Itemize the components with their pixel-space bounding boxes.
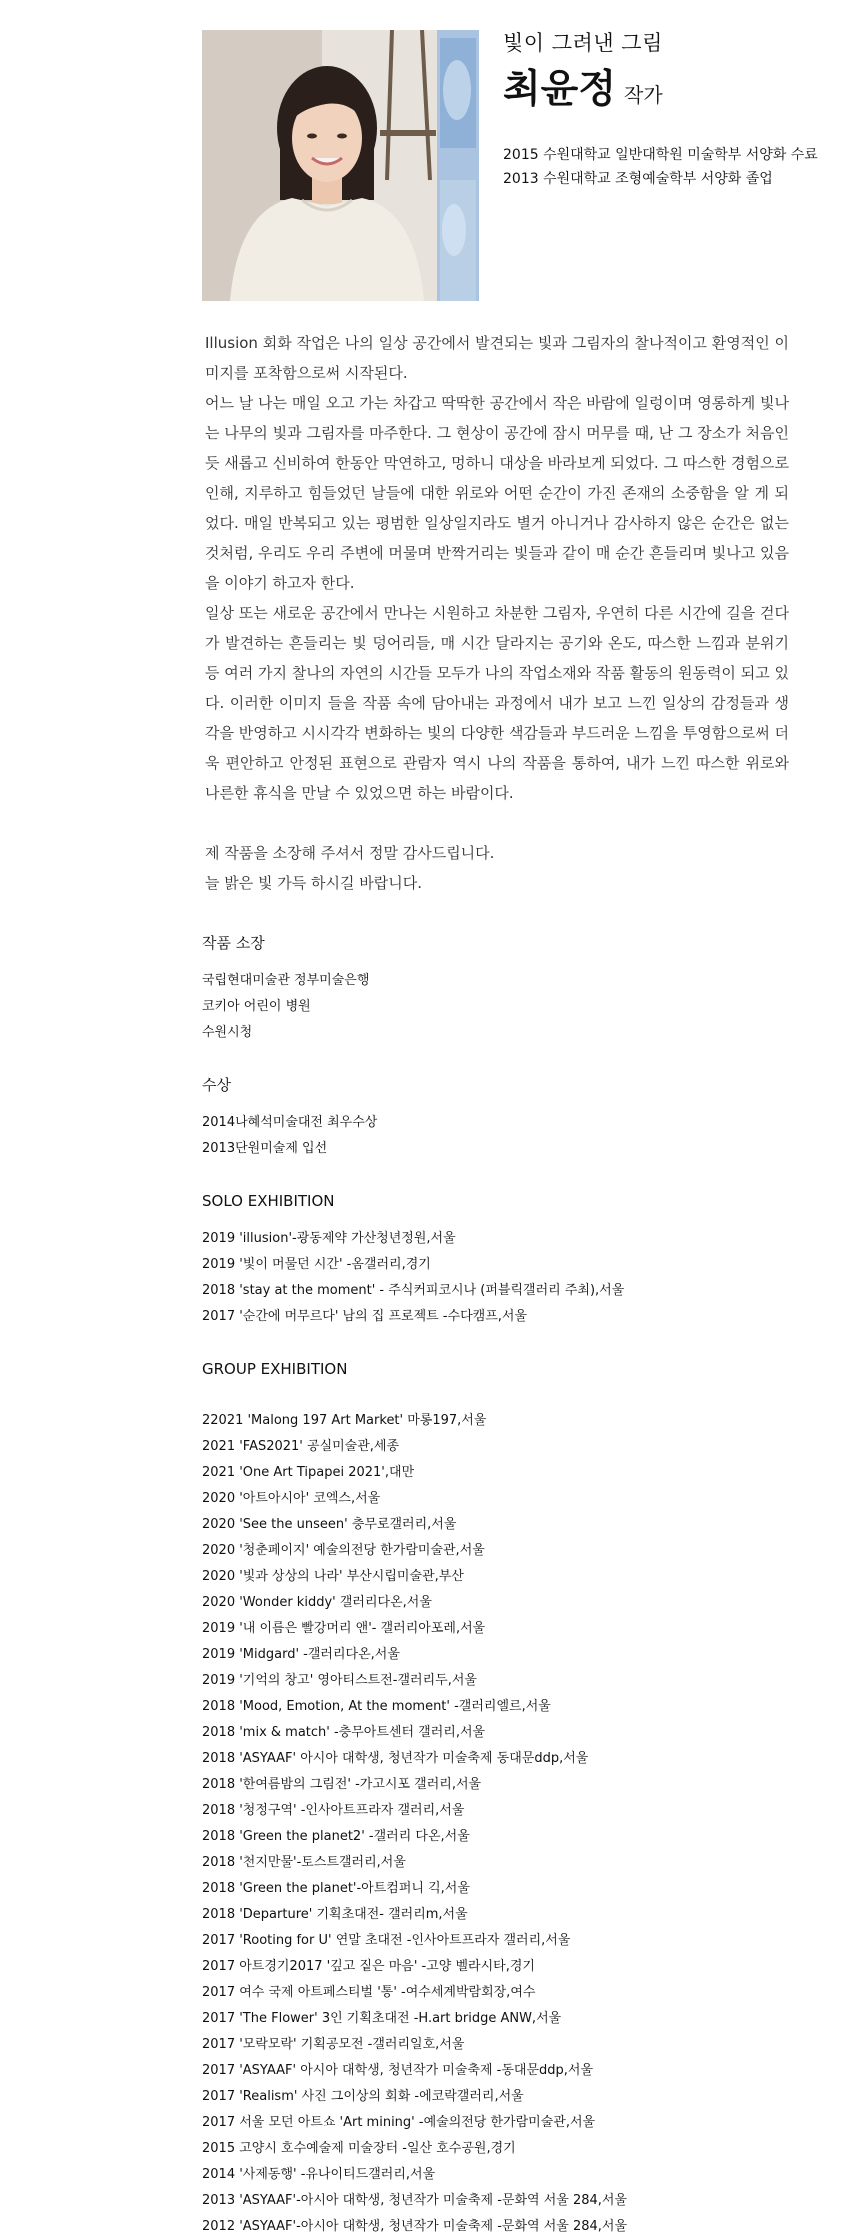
list-item: 2020 '청춘페이지' 예술의전당 한가람미술관,서울 (202, 1543, 485, 1558)
list-item: 2017 '모락모락' 기획공모전 -갤러리일호,서울 (202, 2037, 465, 2052)
list-item: 22021 'Malong 197 Art Market' 마롱197,서울 (202, 1413, 487, 1428)
artist-portrait (202, 30, 479, 301)
collection-section (202, 928, 842, 1046)
list-item: 2017 'ASYAAF' 아시아 대학생, 청년작가 미술축제 -동대문ddp,서울 (202, 2063, 594, 2078)
list-item: 2019 'Midgard' -갤러리다온,서울 (202, 1647, 400, 1662)
list-item: 2018 '한여름밤의 그림전' -가고시포 갤러리,서울 (202, 1777, 482, 1792)
list-item: 2018 'Departure' 기획초대전- 갤러리m,서울 (202, 1907, 468, 1922)
list-item: 2018 'Green the planet'-아트컴퍼니 긱,서울 (202, 1881, 470, 1896)
artist-name-row (503, 66, 843, 121)
list-item: 2017 '순간에 머무르다' 남의 집 프로젝트 -수다캠프,서울 (202, 1309, 528, 1324)
list-item: 2014 '사제동행' -유나이티드갤러리,서울 (202, 2167, 436, 2182)
artist-title-suffix: 작가 (624, 83, 663, 107)
section-title: 수상 (202, 1076, 231, 1094)
statement-paragraph: Illusion 회화 작업은 나의 일상 공간에서 발견되는 빛과 그림자의 찰나적이고 환영적인 이미지를 포착함으로써 시작된다. (205, 334, 789, 382)
statement-paragraph: 어느 날 나는 매일 오고 가는 차갑고 딱딱한 공간에서 작은 바람에 일렁이며 영롱하게 빛나는 나무의 빛과 그림자를 마주한다. 그 현상이 공간에 잠시 머무를 때, 난 그 장소가 처음인 듯 새롭고 신비하여 한동안 막연하고, 멍하니 대상을 바라보게 되었다. 그 따스한 경험으로 인해, 지루하고 힘들었던 날들에 대한 위로와 어떤 순간이 가진 존재의 소중함을 알 게 되었다. 매일 반복되고 있는 평범한 일상일지라도 별거 아니거나 감사하지 않은 순간은 없는 것처럼, 우리도 우리 주변에 머물며 반짝거리는 빛들과 같이 매 순간 흔들리며 빛나고 있음을 이야기 하고자 한다. (205, 394, 789, 592)
list-item: 2020 '빛과 상상의 나라' 부산시립미술관,부산 (202, 1569, 464, 1584)
artist-name: 최윤정 (503, 67, 617, 112)
list-item: 2017 서울 모던 아트쇼 'Art mining' -예술의전당 한가람미술관,서울 (202, 2115, 596, 2130)
list-item: 2018 '청정구역' -인사아트프라자 갤러리,서울 (202, 1803, 465, 1818)
solo-exhibition-section (202, 1186, 842, 1330)
list-item: 2017 여수 국제 아트페스티벌 '통' -여수세계박람회장,여수 (202, 1985, 536, 2000)
list-item: 2015 고양시 호수예술제 미술장터 -일산 호수공원,경기 (202, 2141, 516, 2156)
list-item: 2017 'Rooting for U' 연말 초대전 -인사아트프라자 갤러리,서울 (202, 1933, 571, 1948)
list-item: 2014나혜석미술대전 최우수상 (202, 1115, 378, 1130)
list-item: 2018 'Mood, Emotion, At the moment' -갤러리엘르,서울 (202, 1699, 551, 1714)
list-item: 2013 'ASYAAF'-아시아 대학생, 청년작가 미술축제 -문화역 서울 284,서울 (202, 2193, 628, 2208)
thanks-line: 늘 밝은 빛 가득 하시길 바랍니다. (205, 874, 422, 892)
list-item: 2020 '아트아시아' 코엑스,서울 (202, 1491, 381, 1506)
list-item: 2013단원미술제 입선 (202, 1141, 328, 1156)
list-item: 2019 '기억의 창고' 영아티스트전-갤러리두,서울 (202, 1673, 477, 1688)
tagline: 빛이 그려낸 그림 (503, 31, 663, 55)
list-item: 2017 아트경기2017 '깊고 짙은 마음' -고양 벨라시타,경기 (202, 1959, 535, 1974)
list-item: 2018 'ASYAAF' 아시아 대학생, 청년작가 미술축제 동대문ddp,서울 (202, 1751, 589, 1766)
list-item: 2019 '내 이름은 빨강머리 앤'- 갤러리아포레,서울 (202, 1621, 486, 1636)
thanks-message (205, 838, 789, 898)
education-list (503, 143, 843, 191)
artist-header (503, 26, 843, 191)
list-item: 2019 'illusion'-광동제약 가산청년정원,서울 (202, 1231, 456, 1246)
section-title: GROUP EXHIBITION (202, 1360, 348, 1378)
list-item: 수원시청 (202, 1025, 253, 1040)
list-item: 2018 '천지만물'-토스트갤러리,서울 (202, 1855, 406, 1870)
group-exhibition-section (202, 1354, 842, 2240)
list-item: 국립현대미술관 정부미술은행 (202, 973, 370, 988)
list-item: 2020 'See the unseen' 충무로갤러리,서울 (202, 1517, 457, 1532)
list-item: 2021 'One Art Tipapei 2021',대만 (202, 1465, 415, 1480)
list-item: 2018 'mix & match' -충무아트센터 갤러리,서울 (202, 1725, 486, 1740)
artist-statement (205, 328, 789, 808)
list-item: 2017 'The Flower' 3인 기획초대전 -H.art bridge ANW,서울 (202, 2011, 562, 2026)
list-item: 2018 'Green the planet2' -갤러리 다온,서울 (202, 1829, 470, 1844)
section-title: 작품 소장 (202, 934, 265, 952)
list-item: 2017 'Realism' 사진 그이상의 회화 -에코락갤러리,서울 (202, 2089, 524, 2104)
list-item: 2020 'Wonder kiddy' 갤러리다온,서울 (202, 1595, 432, 1610)
awards-section (202, 1070, 842, 1162)
thanks-line: 제 작품을 소장해 주셔서 정말 감사드립니다. (205, 844, 495, 862)
list-item: 2012 'ASYAAF'-아시아 대학생, 청년작가 미술축제 -문화역 서울 284,서울 (202, 2219, 628, 2234)
education-item: 2015 수원대학교 일반대학원 미술학부 서양화 수료 (503, 147, 818, 163)
statement-paragraph: 일상 또는 새로운 공간에서 만나는 시원하고 차분한 그림자, 우연히 다른 시간에 길을 걷다가 발견하는 흔들리는 빛 덩어리들, 매 시간 달라지는 공기와 온도, 따스한 느낌과 분위기 등 여러 가지 찰나의 자연의 시간들 모두가 나의 작업소재와 작품 활동의 원동력이 되고 있다. 이러한 이미지 들을 작품 속에 담아내는 과정에서 내가 보고 느낀 일상의 감정들과 생각을 반영하고 시시각각 변화하는 빛의 다양한 색감들과 부드러운 느낌을 투영함으로써 더욱 편안하고 안정된 표현으로 관람자 역시 나의 작품을 통하여, 내가 느낀 따스한 위로와 나른한 휴식을 만날 수 있었으면 하는 바람이다. (205, 604, 789, 802)
list-item: 2021 'FAS2021' 공실미술관,세종 (202, 1439, 400, 1454)
education-item: 2013 수원대학교 조형예술학부 서양화 졸업 (503, 171, 773, 187)
career-sections (202, 928, 842, 2240)
list-item: 코키아 어린이 병원 (202, 999, 311, 1014)
list-item: 2018 'stay at the moment' - 주식커피코시나 (퍼블릭갤러리 주최),서울 (202, 1283, 625, 1298)
list-item: 2019 '빛이 머물던 시간' -옴갤러리,경기 (202, 1257, 431, 1272)
portrait-illustration (202, 30, 479, 301)
section-title: SOLO EXHIBITION (202, 1192, 335, 1210)
